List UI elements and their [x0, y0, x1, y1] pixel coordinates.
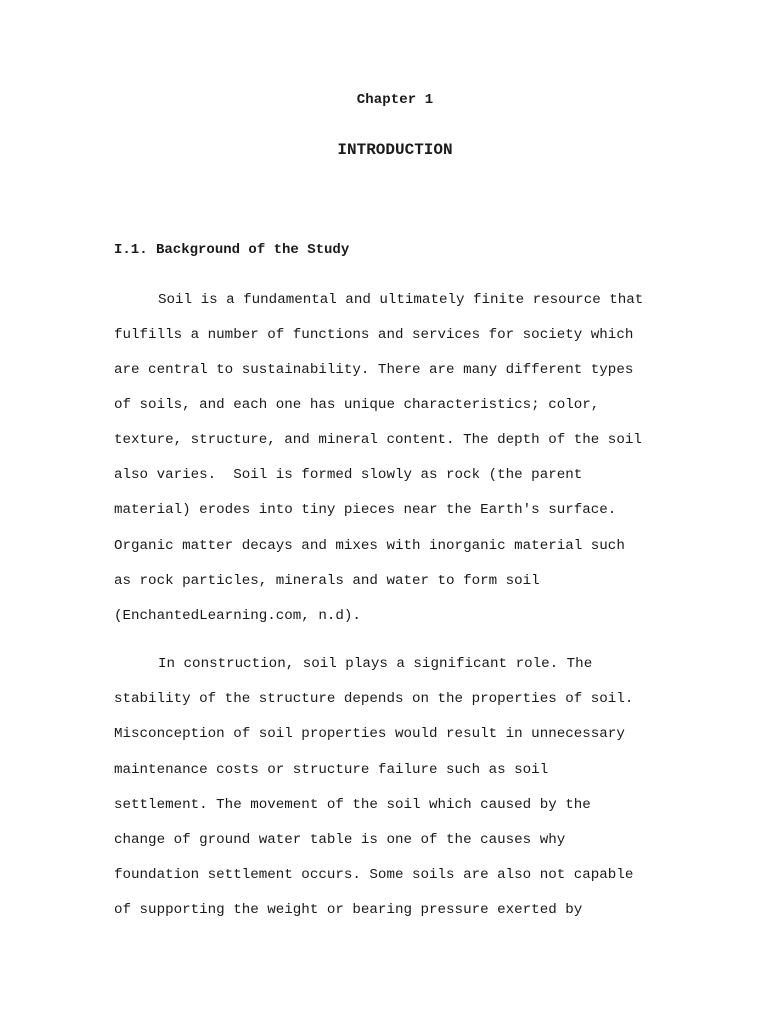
paragraph-line: fulfills a number of functions and services for society which — [114, 327, 634, 343]
paragraph-line: as rock particles, minerals and water to form soil — [114, 573, 540, 589]
paragraph-line: of soils, and each one has unique characteristics; color, — [114, 397, 600, 413]
chapter-label: Chapter 1 — [356, 92, 434, 108]
paragraph-line: material) erodes into tiny pieces near the Earth's surface. — [114, 502, 617, 518]
paragraph-line: settlement. The movement of the soil which caused by the — [114, 797, 591, 813]
paragraph-line: maintenance costs or structure failure such as soil — [114, 762, 549, 778]
paragraph-line: Misconception of soil properties would result in unnecessary — [114, 726, 625, 742]
paragraph-line: (EnchantedLearning.com, n.d). — [114, 608, 361, 624]
section-heading: I.1. Background of the Study — [114, 242, 350, 258]
paragraph-line: Soil is a fundamental and ultimately finite resource that — [158, 292, 644, 308]
paragraph-line: also varies. Soil is formed slowly as rock (the parent — [114, 467, 583, 483]
paragraph-line: In construction, soil plays a significant role. The — [158, 656, 593, 672]
paragraph-line: are central to sustainability. There are many different types — [114, 362, 634, 378]
chapter-title: INTRODUCTION — [337, 141, 453, 159]
paragraph-line: of supporting the weight or bearing pressure exerted by — [114, 902, 583, 918]
paragraph-line: texture, structure, and mineral content. The depth of the soil — [114, 432, 642, 448]
paragraph-line: foundation settlement occurs. Some soils are also not capable — [114, 867, 634, 883]
paragraph-line: Organic matter decays and mixes with inorganic material such — [114, 538, 625, 554]
paragraph-line: change of ground water table is one of the causes why — [114, 832, 566, 848]
paragraph-line: stability of the structure depends on the properties of soil. — [114, 691, 634, 707]
